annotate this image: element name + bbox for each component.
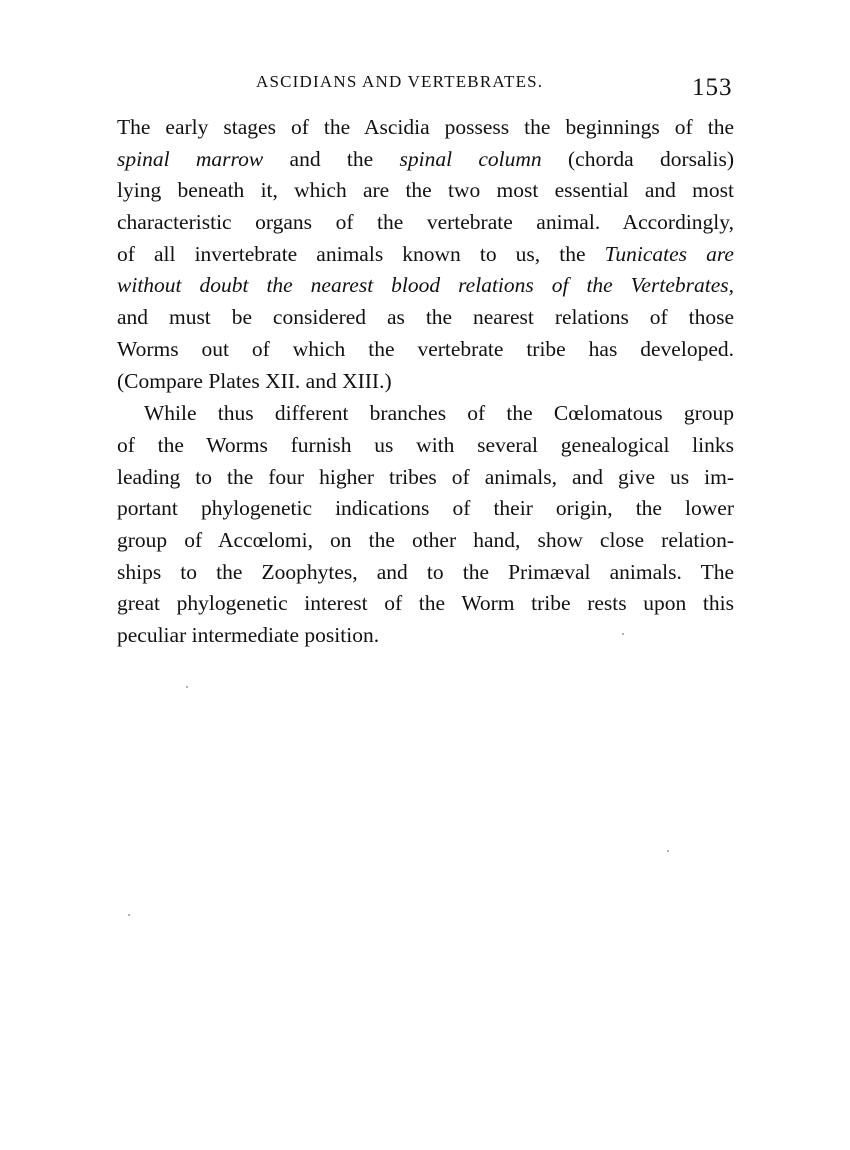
body-text xyxy=(117,112,734,652)
paper-speck xyxy=(128,914,130,916)
italic-text: without doubt the nearest blood relations of the Vertebrates, xyxy=(117,273,734,298)
text-line xyxy=(117,620,734,652)
paper-speck xyxy=(667,850,669,852)
italic-text: spinal marrow xyxy=(117,146,264,171)
text-line xyxy=(117,366,734,398)
text-run: and must be considered as the nearest relations of those xyxy=(117,305,734,330)
text-run: of all invertebrate animals known to us, the xyxy=(117,241,605,266)
text-line xyxy=(117,207,734,239)
text-line xyxy=(117,462,734,494)
text-run: group of Accœlomi, on the other hand, show close relation- xyxy=(117,527,734,552)
text-run: and the xyxy=(263,146,400,171)
text-run: characteristic organs of the vertebrate animal. Accordingly, xyxy=(117,210,734,235)
text-line xyxy=(117,175,734,207)
text-line xyxy=(117,302,734,334)
text-line xyxy=(117,525,734,557)
text-run: The early stages of the Ascidia possess the beginnings of the xyxy=(117,115,734,139)
text-line xyxy=(117,334,734,366)
text-line xyxy=(117,270,734,302)
text-line xyxy=(117,588,734,620)
text-run: of the Worms furnish us with several genealogical links xyxy=(117,432,734,457)
text-run: While thus different branches of the Cœlomatous group xyxy=(144,401,734,426)
italic-text: spinal column xyxy=(399,146,542,171)
text-line xyxy=(117,239,734,271)
text-run: leading to the four higher tribes of animals, and give us im- xyxy=(117,464,734,489)
paper-speck xyxy=(186,686,188,688)
text-line xyxy=(117,430,734,462)
text-line xyxy=(117,144,734,176)
italic-text: Tunicates are xyxy=(604,241,734,266)
text-run: (Compare Plates XII. and XIII.) xyxy=(117,368,392,393)
page-number: 153 xyxy=(692,74,733,101)
text-run: (chorda dorsalis) xyxy=(541,146,735,171)
running-head: ASCIDIANS AND VERTEBRATES. xyxy=(256,72,544,91)
text-line xyxy=(117,112,734,144)
text-run: peculiar intermediate position. xyxy=(117,623,380,647)
paragraph-2 xyxy=(117,398,734,652)
text-line xyxy=(117,398,734,430)
text-run: lying beneath it, which are the two most essential and most xyxy=(117,178,734,203)
text-line xyxy=(117,557,734,589)
text-run: Worms out of which the vertebrate tribe has developed. xyxy=(117,336,734,361)
text-run: great phylogenetic interest of the Worm tribe rests upon this xyxy=(117,591,734,616)
text-line xyxy=(117,493,734,525)
paper-speck xyxy=(622,633,624,635)
text-run: ships to the Zoophytes, and to the Primæval animals. The xyxy=(117,559,734,584)
text-run: portant phylogenetic indications of their origin, the lower xyxy=(117,496,734,521)
paragraph-1 xyxy=(117,112,734,397)
